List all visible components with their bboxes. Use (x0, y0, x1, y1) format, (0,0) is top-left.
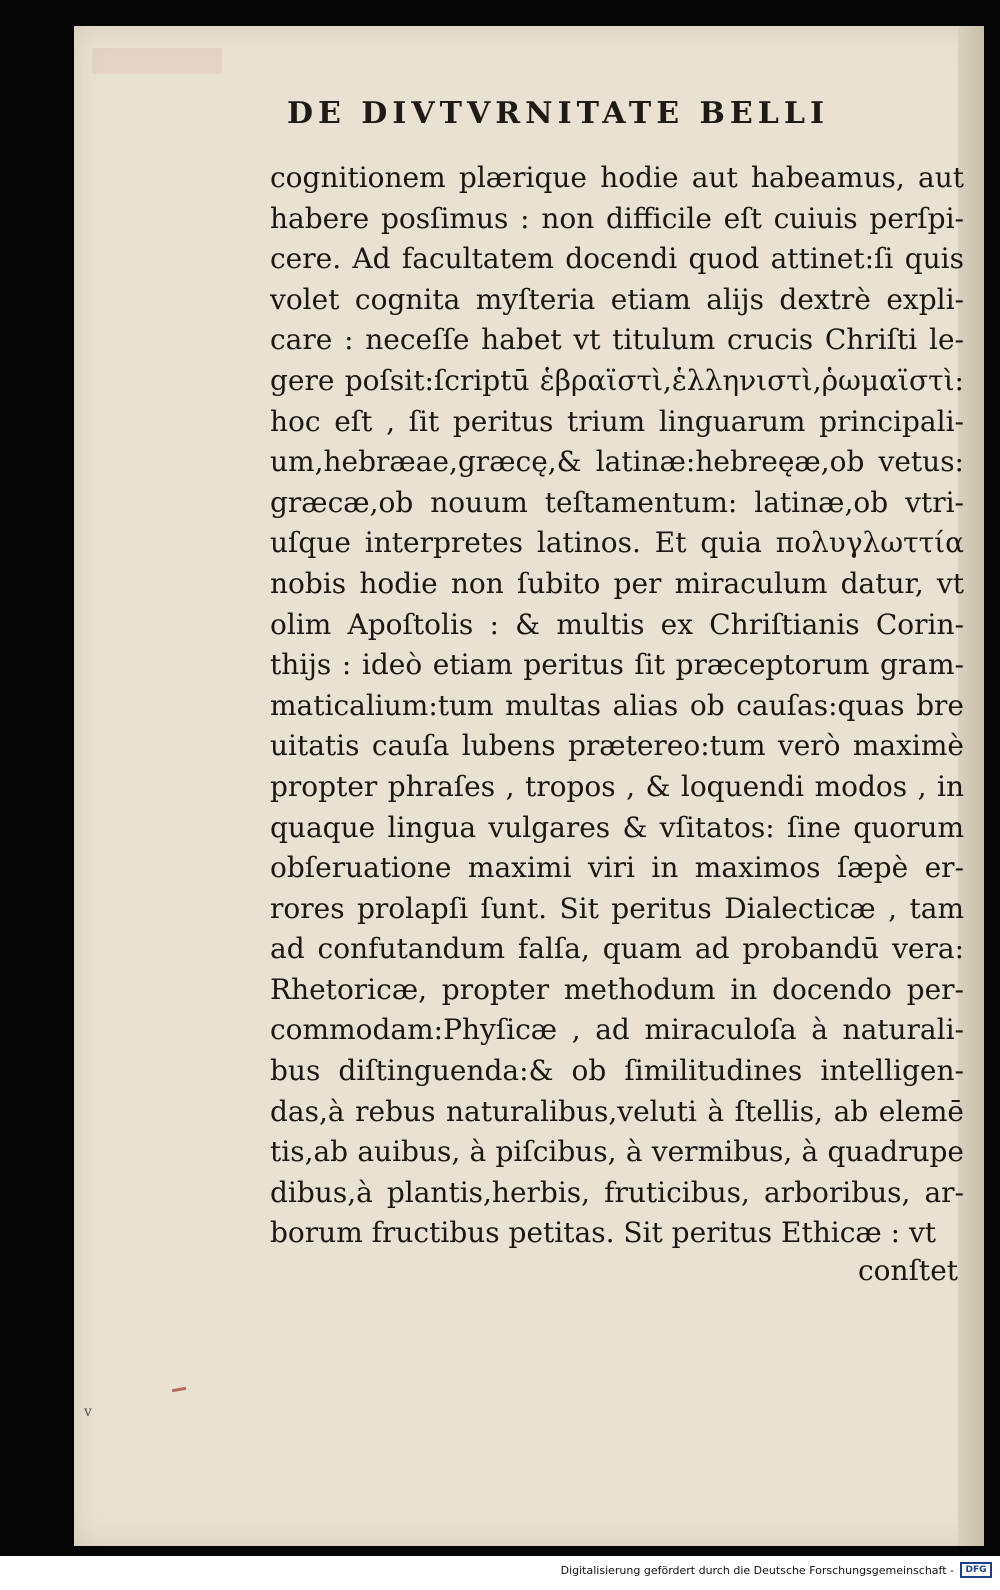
text-line: uitatis cauſa lubens prætereo:tum verò maximè (270, 729, 964, 763)
text-line: um,hebræae,græcę,& latinæ:hebreęæ,ob vetus: (270, 445, 964, 479)
text-line: habere posſimus : non difficile eſt cuiuis perſpi- (270, 201, 964, 235)
text-line: quaque lingua vulgares & vſitatos: ſine quorum (270, 810, 964, 844)
faded-stamp (92, 48, 222, 74)
text-line: rores prolapſi ſunt. Sit peritus Dialecticæ , tam (270, 891, 964, 925)
text-line: volet cognita myſteria etiam alijs dextrè expli- (270, 282, 964, 316)
text-line: olim Apoſtolis : & multis ex Chriſtianis Corin- (270, 607, 964, 641)
running-head: DE DIVTVRNITATE BELLI (286, 96, 830, 131)
text-line: bus diſtinguenda:& ob ſimilitudines intelligen- (270, 1054, 964, 1088)
text-line: cere. Ad facultatem docendi quod attinet:ſi quis (270, 242, 964, 276)
footer-credit: Digitalisierung gefördert durch die Deutsche Forschungsgemeinschaft - (560, 1564, 954, 1577)
text-line: gere poſsit:ſcriptū ἑβραϊστὶ,ἑλληνιστὶ,ῥωμαϊστὶ: (270, 363, 964, 397)
text-line: thijs : ideò etiam peritus ſit præceptorum gram- (270, 648, 964, 682)
margin-mark: v (84, 1404, 92, 1420)
text-line: care : neceſſe habet vt titulum crucis Chriſti le- (270, 323, 964, 357)
dfg-logo: DFG (960, 1562, 992, 1578)
text-line: das,à rebus naturalibus,veluti à ſtellis, ab elemē (270, 1094, 964, 1128)
text-line: ad confutandum falſa, quam ad probandū vera: (270, 932, 964, 966)
text-line: cognitionem plærique hodie aut habeamus, aut (270, 161, 964, 194)
text-line: tis,ab auibus, à piſcibus, à vermibus, à quadrupe (270, 1135, 964, 1169)
text-line: commodam:Phyſicæ , ad miraculoſa à naturali- (270, 1013, 964, 1047)
body-text (270, 158, 964, 1254)
text-line: dibus,à plantis,herbis, fruticibus, arboribus, ar- (270, 1175, 964, 1209)
catchword: conſtet (858, 1254, 959, 1287)
text-line: maticalium:tum multas alias ob cauſas:quas bre (270, 688, 964, 722)
text-line: obſeruatione maximi viri in maximos ſæpè er- (270, 851, 964, 885)
text-line: uſque interpretes latinos. Et quia πολυγλωττία (270, 526, 964, 560)
text-line: Rhetoricæ, propter methodum in docendo per- (270, 972, 964, 1006)
text-line: nobis hodie non ſubito per miraculum datur, vt (270, 566, 964, 600)
text-line: propter phraſes , tropos , & loquendi modos , in (270, 769, 964, 803)
text-line: borum fructibus petitas. Sit peritus Ethicæ : vt (270, 1216, 937, 1250)
text-line: græcæ,ob nouum teſtamentum: latinæ,ob vtri- (270, 485, 964, 519)
text-line: hoc eſt , ſit peritus trium linguarum principali- (270, 404, 964, 438)
